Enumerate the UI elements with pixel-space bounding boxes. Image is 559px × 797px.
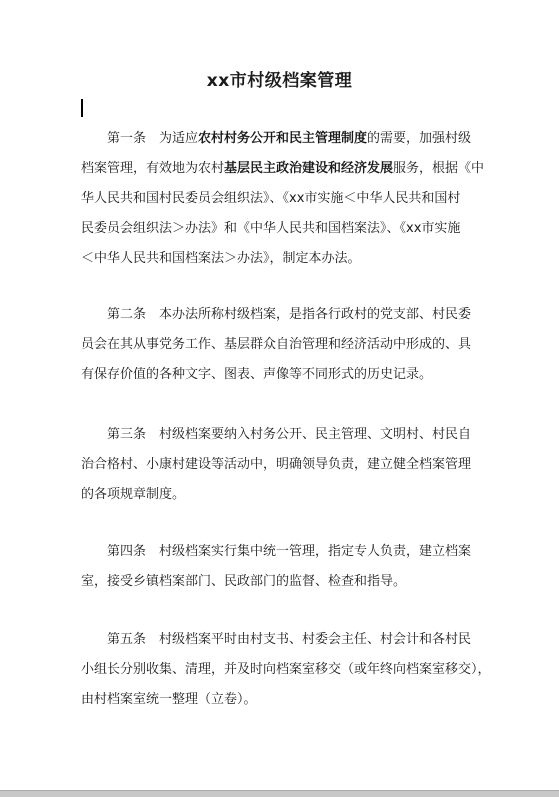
article-1-bold-phrase-2: 基层民主政治建设和经济发展 xyxy=(224,161,394,176)
article-3-line-3: 的各项规章制度。 xyxy=(81,487,186,502)
article-1-line-1-part-1: 第一条 为适应 xyxy=(107,131,199,146)
article-1-line-3-text: 华人民共和国村民委员会组织法》、《xx市实施＜中华人民共和国村 xyxy=(81,191,461,206)
article-4-line-2: 室，接受乡镇档案部门、民政部门的监督、检查和指导。 xyxy=(81,574,407,589)
document-title: xx市村级档案管理 xyxy=(206,71,353,91)
article-1-line-4 xyxy=(81,214,491,244)
article-3-line-2: 治合格村、小康村建设等活动中，明确领导负责，建立健全档案管理 xyxy=(81,457,472,472)
article-1-line-2-part-3: 服务，根据《中 xyxy=(393,161,485,176)
article-2-line-2: 员会在其从事党务工作、基层群众自治管理和经济活动中形成的、具 xyxy=(81,337,472,352)
article-5 xyxy=(81,625,491,715)
article-1-line-2-part-1: 档案管理，有效地为农村 xyxy=(81,161,225,176)
text-cursor[interactable] xyxy=(81,99,83,117)
article-5-line-1: 第五条 村级档案平时由村支书、村委会主任、村会计和各村民 xyxy=(107,632,472,647)
article-1-line-1 xyxy=(81,124,491,154)
article-1 xyxy=(81,124,491,274)
article-4 xyxy=(81,537,491,597)
article-2-line-3: 有保存价值的各种文字、图表、声像等不同形式的历史记录。 xyxy=(81,367,433,382)
article-2 xyxy=(81,300,491,390)
article-5-line-3: 由村档案室统一整理（立卷）。 xyxy=(81,692,257,707)
article-1-line-5-text: ＜中华人民共和国档案法＞办法》，制定本办法。 xyxy=(81,251,361,266)
article-1-line-1-part-3: 的需要，加强村级 xyxy=(367,131,472,146)
article-1-line-4-text: 民委员会组织法＞办法》和《中华人民共和国档案法》、《xx市实施 xyxy=(81,221,461,236)
article-4-line-1: 第四条 村级档案实行集中统一管理，指定专人负责，建立档案 xyxy=(107,544,472,559)
article-1-line-2 xyxy=(81,154,491,184)
article-3-line-1: 第三条 村级档案要纳入村务公开、民主管理、文明村、村民自 xyxy=(107,427,472,442)
article-1-line-3 xyxy=(81,184,491,214)
article-5-line-2: 小组长分别收集、清理，并及时向档案室移交（或年终向档案室移交）， xyxy=(81,662,491,677)
article-3 xyxy=(81,420,491,510)
article-1-line-5 xyxy=(81,244,491,274)
article-2-line-1: 第二条 本办法所称村级档案，是指各行政村的党支部、村民委 xyxy=(107,307,472,322)
article-1-bold-phrase-1: 农村村务公开和民主管理制度 xyxy=(198,131,368,146)
